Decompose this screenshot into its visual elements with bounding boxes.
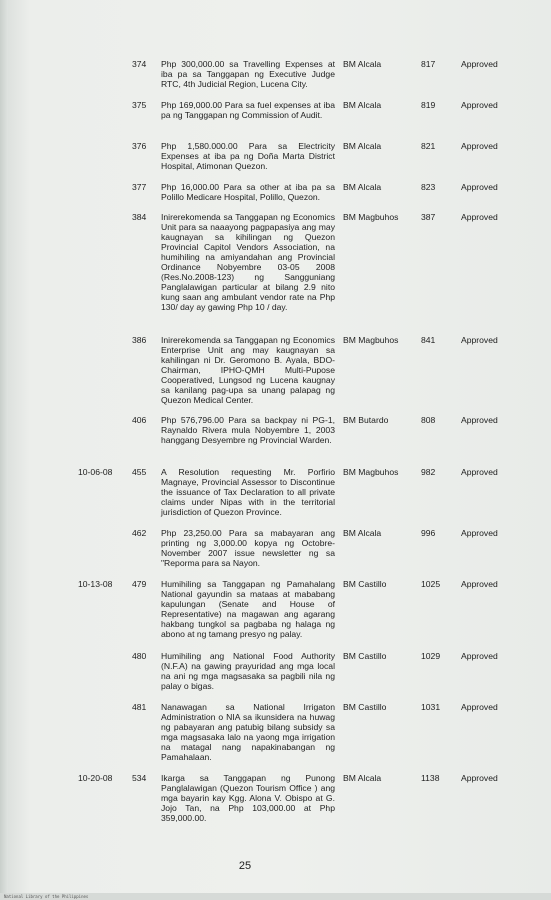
row-sponsor: BM Alcala <box>343 59 382 69</box>
row-status: Approved <box>461 212 498 222</box>
row-number: 455 <box>132 467 147 477</box>
row-number: 479 <box>132 579 147 589</box>
row-sponsor: BM Alcala <box>343 773 382 783</box>
scan-footer: National Library of the Philippines <box>0 893 551 900</box>
row-sponsor: BM Butardo <box>343 415 389 425</box>
row-status: Approved <box>461 182 498 192</box>
row-reference-number: 1029 <box>421 651 441 661</box>
row-number: 462 <box>132 528 147 538</box>
row-reference-number: 817 <box>421 59 436 69</box>
row-sponsor: BM Castillo <box>343 579 387 589</box>
row-reference-number: 982 <box>421 467 436 477</box>
row-status: Approved <box>461 702 498 712</box>
row-sponsor: BM Castillo <box>343 651 387 661</box>
row-sponsor: BM Alcala <box>343 182 382 192</box>
row-description: Php 169,000.00 Para sa fuel expenses at iba pa ng Tanggapan ng Commission of Audit. <box>161 100 335 120</box>
row-date: 10-20-08 <box>78 773 113 783</box>
row-status: Approved <box>461 335 498 345</box>
row-status: Approved <box>461 59 498 69</box>
row-sponsor: BM Alcala <box>343 528 382 538</box>
row-number: 480 <box>132 651 147 661</box>
row-description: Ikarga sa Tanggapan ng Punong Panglalawigan (Quezon Tourism Office ) ang mga bayarin kay Kgg. Alona V. Obispo at G. Jojo Tan, na Php 103,000.00 at Php 359,000.00. <box>161 773 335 823</box>
row-status: Approved <box>461 415 498 425</box>
row-number: 377 <box>132 182 147 192</box>
row-sponsor: BM Magbuhos <box>343 212 399 222</box>
row-reference-number: 1025 <box>421 579 441 589</box>
row-status: Approved <box>461 100 498 110</box>
row-date: 10-06-08 <box>78 467 113 477</box>
row-reference-number: 821 <box>421 141 436 151</box>
row-number: 406 <box>132 415 147 425</box>
row-sponsor: BM Alcala <box>343 100 382 110</box>
row-status: Approved <box>461 528 498 538</box>
row-status: Approved <box>461 141 498 151</box>
row-status: Approved <box>461 651 498 661</box>
book-spine <box>0 0 8 900</box>
row-description: Php 300,000.00 sa Travelling Expenses at iba pa sa Tanggapan ng Executive Judge RTC, 4th Judicial Region, Lucena City. <box>161 59 335 89</box>
row-status: Approved <box>461 467 498 477</box>
row-reference-number: 823 <box>421 182 436 192</box>
row-reference-number: 808 <box>421 415 436 425</box>
row-sponsor: BM Magbuhos <box>343 335 399 345</box>
row-sponsor: BM Alcala <box>343 141 382 151</box>
row-reference-number: 1031 <box>421 702 441 712</box>
row-status: Approved <box>461 579 498 589</box>
row-number: 384 <box>132 212 147 222</box>
row-description: Inirerekomenda sa Tanggapan ng Economics Enterprise Unit ang may kaugnayan sa kahilingan ni Dr. Geromono B. Ayala, BDO-Chairman, IPHO-QMH Multi-Pupose Cooperatived, Lungsod ng Lucena kaugnay sa kanilang pag-upa sa unang palapag ng Quezon Medical Center. <box>161 335 335 405</box>
row-description: A Resolution requesting Mr. Porfirio Magnaye, Provincial Assessor to Discontinue the issuance of Tax Declaration to all private claims under Nipas with in the territorial jurisdiction of Quezon Province. <box>161 467 335 517</box>
row-reference-number: 841 <box>421 335 436 345</box>
row-sponsor: BM Magbuhos <box>343 467 399 477</box>
row-description: Php 16,000.00 Para sa other at iba pa sa Polillo Medicare Hospital, Polillo, Quezon. <box>161 182 335 202</box>
row-number: 374 <box>132 59 147 69</box>
row-description: Php 1,580.000.00 Para sa Electricity Expenses at iba pa ng Doña Marta District Hospital, Atimonan Quezon. <box>161 141 335 171</box>
page-number: 25 <box>238 860 252 872</box>
row-number: 376 <box>132 141 147 151</box>
row-reference-number: 996 <box>421 528 436 538</box>
row-description: Php 23,250.00 Para sa mabayaran ang printing ng 3,000.00 kopya ng Octobre-November 2007 issue newsletter ng sa "Reporma para sa Nayon. <box>161 528 335 568</box>
row-date: 10-13-08 <box>78 579 113 589</box>
row-sponsor: BM Castillo <box>343 702 387 712</box>
row-number: 386 <box>132 335 147 345</box>
row-description: Php 576,796.00 Para sa backpay ni PG-1, Raynaldo Rivera mula Nobyembre 1, 2003 hanggang Desyembre ng Provincial Warden. <box>161 415 335 445</box>
row-number: 375 <box>132 100 147 110</box>
row-description: Nanawagan sa National Irrigaton Administration o NIA sa ikunsidera na huwag ng pabayaran ang patubig bilang subsidy sa mga magsasaka lalo na yaong mga irrigation na matagal nang napakinabangan ng Pamahalaan. <box>161 702 335 762</box>
row-description: Humihiling sa Tanggapan ng Pamahalang National gayundin sa mataas at mababang kapulungan (Senate and House of Representative) na magawan ang agarang hakbang tungkol sa pagbaba ng halaga ng abono at ng tamang presyo ng palay. <box>161 579 335 639</box>
row-status: Approved <box>461 773 498 783</box>
row-number: 534 <box>132 773 147 783</box>
row-description: Humihiling ang National Food Authority (N.F.A) na gawing prayuridad ang mga local na ani ng mga magsasaka sa pagbili nila ng palay o bigas. <box>161 651 335 691</box>
row-reference-number: 387 <box>421 212 436 222</box>
row-description: Inirerekomenda sa Tanggapan ng Economics Unit para sa naaayong pagpapasiya ang may kaugnayan sa kihilingan ng Quezon Provincial Capitol Vendors Association, na humihiling na amiyandahan ang Provincial Ordinance Nobyembre 03-05 2008 (Res.No.2008-123) ng Sangguniang Panglalawigan particular at bilang 2.9 nito kung saan ang ambulant vendor rate na Php 130/ day ay gawing Php 10 / day. <box>161 212 335 312</box>
row-number: 481 <box>132 702 147 712</box>
row-reference-number: 1138 <box>421 773 440 783</box>
row-reference-number: 819 <box>421 100 436 110</box>
